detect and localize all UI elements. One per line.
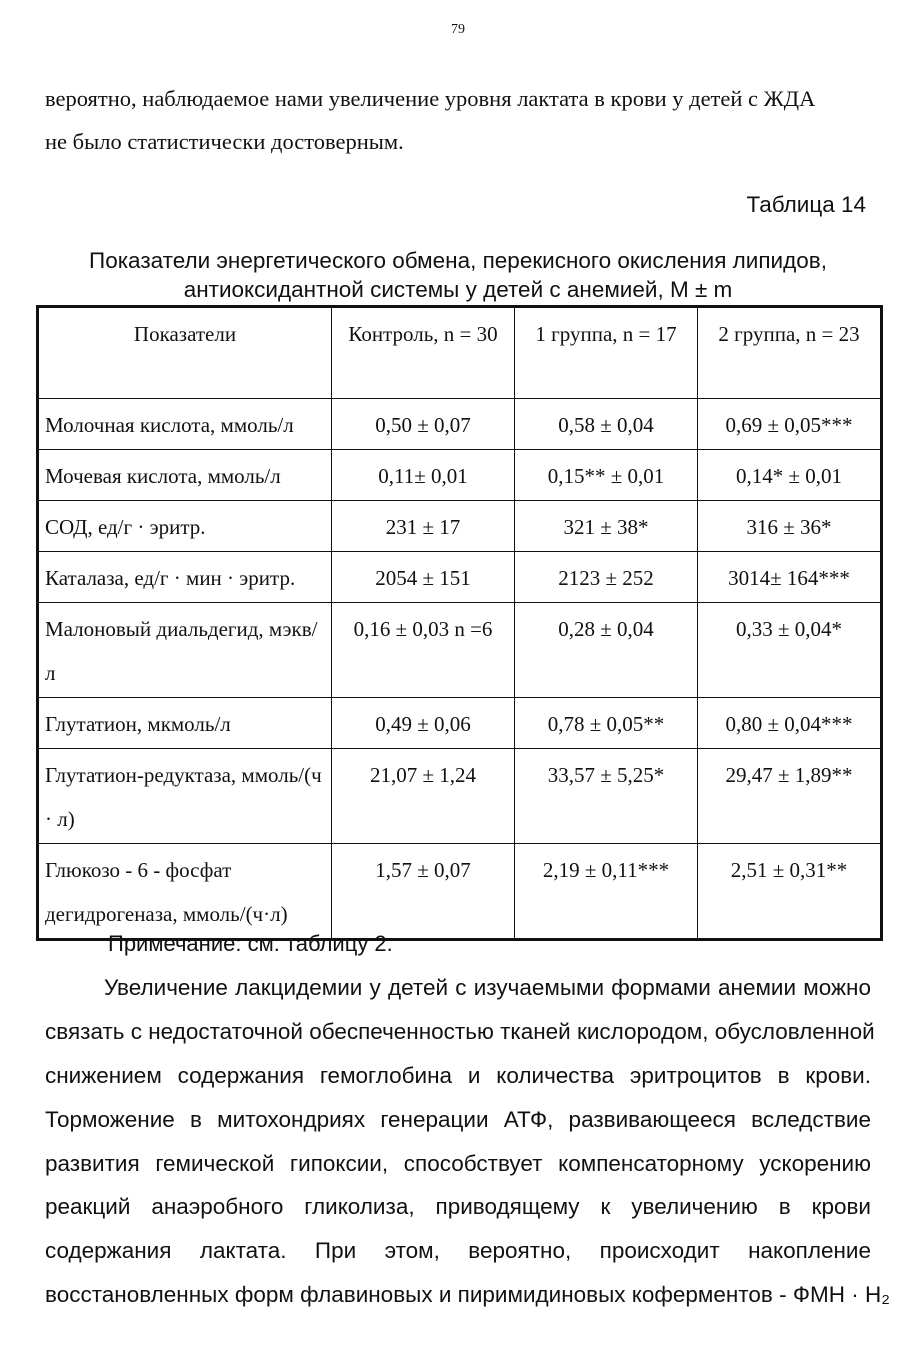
indicator-cell: Молочная кислота, ммоль/л [38, 399, 332, 450]
table-row [38, 698, 882, 749]
intro-line: вероятно, наблюдаемое нами увеличение уровня лактата в крови у детей с ЖДА [45, 86, 816, 111]
table-note: Примечание: см. таблицу 2. [108, 931, 393, 956]
table-caption: Показатели энергетического обмена, перекисного окисления липидов, [89, 248, 827, 273]
column-header: Контроль, n = 30 [332, 307, 515, 399]
group2-cell: 2,51 ± 0,31** [698, 844, 882, 940]
control-cell: 0,11± 0,01 [332, 450, 515, 501]
group1-cell: 2,19 ± 0,11*** [515, 844, 698, 940]
table-row [38, 399, 882, 450]
group2-cell: 3014± 164*** [698, 552, 882, 603]
group2-cell: 0,33 ± 0,04* [698, 603, 882, 698]
indicator-cell: Каталаза, ед/г · мин · эритр. [38, 552, 332, 603]
table-row [38, 501, 882, 552]
table-caption: антиоксидантной системы у детей с анемией, М ± m [183, 277, 733, 302]
table-header-row [38, 307, 882, 399]
indicator-cell: Глюкозо - 6 - фосфат дегидрогеназа, ммоль/(ч·л) [38, 844, 332, 940]
control-cell: 2054 ± 151 [332, 552, 515, 603]
group1-cell: 0,78 ± 0,05** [515, 698, 698, 749]
table-row [38, 749, 882, 844]
body-line: связать с недостаточной обеспеченностью тканей кислородом, обусловленной [45, 1019, 875, 1044]
group1-cell: 321 ± 38* [515, 501, 698, 552]
table-row [38, 450, 882, 501]
body-line: реакций анаэробного гликолиза, приводящему к увеличению в крови [45, 1194, 871, 1219]
column-header: 2 группа, n = 23 [698, 307, 882, 399]
control-cell: 21,07 ± 1,24 [332, 749, 515, 844]
control-cell: 231 ± 17 [332, 501, 515, 552]
table-row [38, 603, 882, 698]
body-line: содержания лактата. При этом, вероятно, происходит накопление [45, 1238, 871, 1263]
body-line: Торможение в митохондриях генерации АТФ, развивающееся вследствие [45, 1107, 871, 1132]
indicator-cell: СОД, ед/г · эритр. [38, 501, 332, 552]
column-header: Показатели [38, 307, 332, 399]
table-label: Таблица 14 [746, 192, 866, 217]
body-line: развития гемической гипоксии, способствует компенсаторному ускорению [45, 1151, 871, 1176]
body-line: снижением содержания гемоглобина и количества эритроцитов в крови. [45, 1063, 871, 1088]
group1-cell: 0,58 ± 0,04 [515, 399, 698, 450]
group2-cell: 0,80 ± 0,04*** [698, 698, 882, 749]
group2-cell: 0,69 ± 0,05*** [698, 399, 882, 450]
group1-cell: 0,28 ± 0,04 [515, 603, 698, 698]
group1-cell: 2123 ± 252 [515, 552, 698, 603]
indicator-cell: Малоновый диальдегид, мэкв/л [38, 603, 332, 698]
control-cell: 0,16 ± 0,03 n =6 [332, 603, 515, 698]
column-header: 1 группа, n = 17 [515, 307, 698, 399]
indicator-cell: Глутатион-редуктаза, ммоль/(ч · л) [38, 749, 332, 844]
table-row [38, 844, 882, 940]
page-number: 79 [451, 22, 465, 37]
indicator-cell: Мочевая кислота, ммоль/л [38, 450, 332, 501]
control-cell: 1,57 ± 0,07 [332, 844, 515, 940]
group2-cell: 0,14* ± 0,01 [698, 450, 882, 501]
group2-cell: 316 ± 36* [698, 501, 882, 552]
indicator-cell: Глутатион, мкмоль/л [38, 698, 332, 749]
group1-cell: 33,57 ± 5,25* [515, 749, 698, 844]
table-row [38, 552, 882, 603]
data-table [36, 305, 883, 941]
group1-cell: 0,15** ± 0,01 [515, 450, 698, 501]
body-line: Увеличение лакцидемии у детей с изучаемыми формами анемии можно [104, 975, 871, 1000]
group2-cell: 29,47 ± 1,89** [698, 749, 882, 844]
body-line: восстановленных форм флавиновых и пиримидиновых коферментов - ФМН · Н₂ [45, 1282, 890, 1307]
control-cell: 0,50 ± 0,07 [332, 399, 515, 450]
intro-line: не было статистически достоверным. [45, 129, 404, 154]
control-cell: 0,49 ± 0,06 [332, 698, 515, 749]
